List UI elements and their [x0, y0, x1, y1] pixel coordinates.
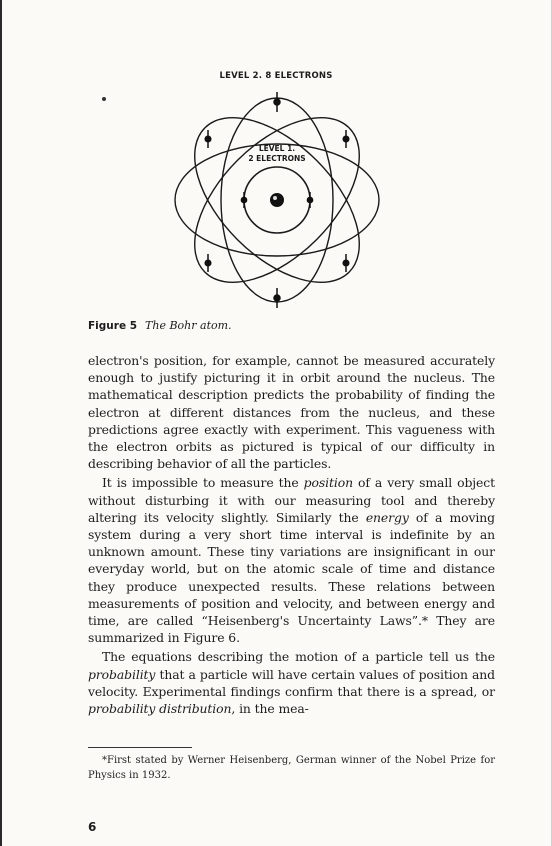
figure-caption-title: The Bohr atom.: [145, 319, 232, 332]
nucleus-highlight: [273, 196, 277, 200]
page-binding-edge: [0, 0, 2, 846]
print-speck: [102, 97, 106, 101]
figure-outer-level-label: LEVEL 2. 8 ELECTRONS: [219, 71, 333, 81]
paragraph-3: The equations describing the motion of a particle tell us the probability that a particle will have certain values of position and velocity. Experimental findings confirm that there is a spread, or probability distribution, in the mea-: [88, 649, 495, 717]
body-text: [88, 352, 495, 717]
bohr-atom-diagram: [150, 88, 404, 313]
outer-electron-lower-right: [343, 254, 349, 272]
outer-electron-top: [274, 92, 280, 112]
paragraph-1: electron's position, for example, cannot be measured accurately enough to justify picturing it in orbit around the nucleus. The mathematical description predicts the probability of finding the electron at different distances from the nucleus, and these predictions agree exactly with experiment. This vagueness with the electron orbits as pictured is typical of our difficulty in describing behavior of all the particles.: [88, 353, 495, 472]
nucleus: [270, 193, 284, 207]
outer-electron-bottom: [274, 288, 280, 308]
outer-electron-upper-right: [343, 130, 349, 148]
footnote: [88, 753, 495, 783]
outer-electron-upper-left: [205, 130, 211, 148]
paragraph-2: It is impossible to measure the position of a very small object without disturbing it with our measuring tool and thereby altering its velocity slightly. Similarly the energy of a moving system during a very short time interval is indefinite by an unknown amount. These tiny variations are insignificant in our everyday world, but on the atomic scale of time and distance they produce unexpected results. These relations between measurements of position and velocity, and between energy and time, are called “Heisenberg's Uncertainty Laws”.* They are summarized in Figure 6.: [88, 475, 495, 646]
footnote-rule: [88, 747, 192, 748]
page-number: 6: [88, 820, 97, 834]
inner-electron-right: [307, 192, 312, 208]
figure-caption-number: Figure 5: [88, 320, 138, 332]
outer-electron-lower-left: [205, 254, 211, 272]
figure-caption: [88, 319, 232, 332]
footnote-text: First stated by Werner Heisenberg, German winner of the Nobel Prize for Physics in 1932.: [88, 755, 495, 781]
figure-inner-level-label: LEVEL 1. 2 ELECTRONS: [248, 144, 306, 163]
footnote-marker: *: [102, 755, 107, 766]
inner-electron-left: [241, 192, 246, 208]
